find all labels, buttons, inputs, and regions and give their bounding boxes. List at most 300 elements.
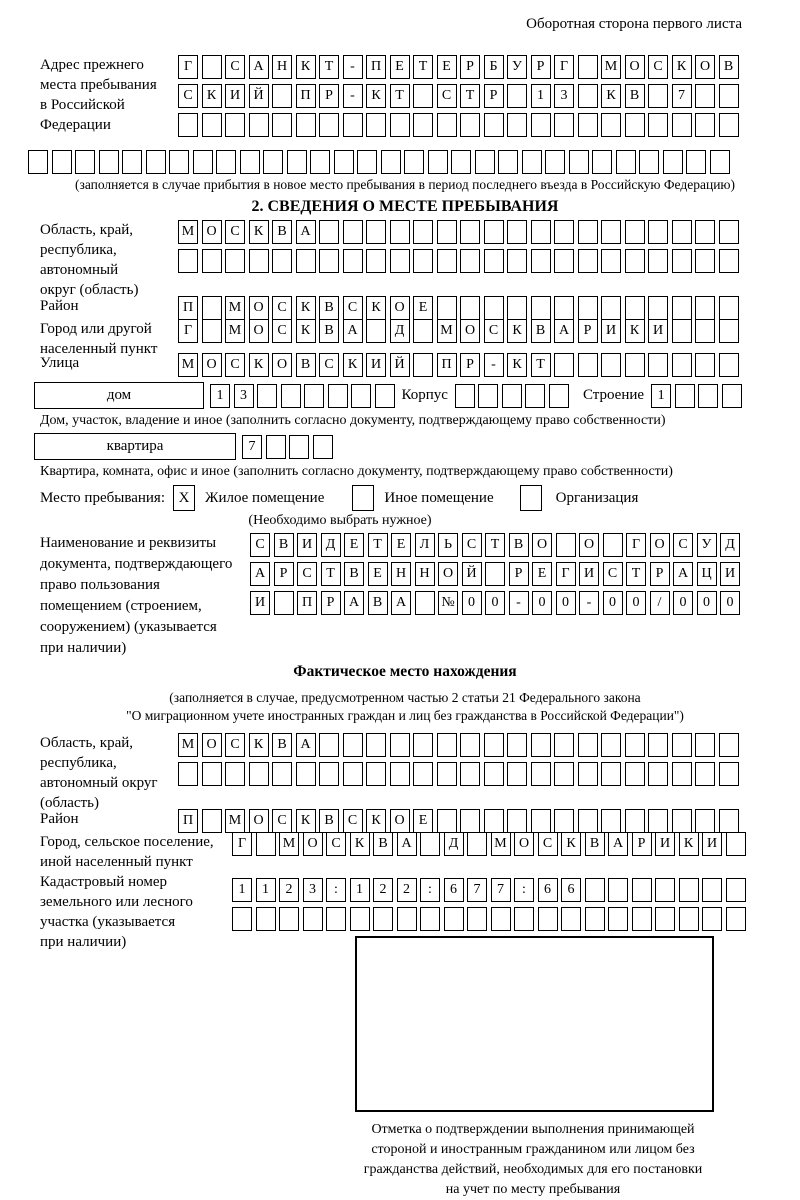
char-cell[interactable] — [460, 249, 480, 273]
char-cell[interactable] — [343, 249, 363, 273]
char-cell[interactable] — [460, 809, 480, 833]
char-cell[interactable] — [484, 733, 504, 757]
char-cell[interactable] — [695, 220, 715, 244]
char-cell[interactable]: 0 — [673, 591, 693, 615]
char-cell[interactable]: 7 — [491, 878, 511, 902]
char-cell[interactable] — [437, 809, 457, 833]
char-cell[interactable] — [585, 907, 605, 931]
char-cell[interactable]: Р — [509, 562, 529, 586]
char-cell[interactable] — [554, 353, 574, 377]
char-cell[interactable] — [319, 249, 339, 273]
char-cell[interactable] — [216, 150, 236, 174]
char-cell[interactable]: О — [579, 533, 599, 557]
char-cell[interactable]: П — [178, 296, 198, 320]
char-cell[interactable] — [538, 907, 558, 931]
char-cell[interactable] — [695, 113, 715, 137]
char-cell[interactable]: 1 — [531, 84, 551, 108]
char-cell[interactable]: Р — [578, 319, 598, 343]
char-cell[interactable]: Г — [178, 55, 198, 79]
char-cell[interactable] — [296, 113, 316, 137]
char-cell[interactable] — [698, 384, 718, 408]
char-cell[interactable] — [249, 762, 269, 786]
char-cell[interactable] — [281, 384, 301, 408]
char-cell[interactable]: О — [390, 296, 410, 320]
char-cell[interactable]: - — [579, 591, 599, 615]
char-cell[interactable]: № — [438, 591, 458, 615]
char-cell[interactable] — [556, 533, 576, 557]
char-cell[interactable] — [467, 907, 487, 931]
char-cell[interactable] — [366, 762, 386, 786]
char-cell[interactable] — [655, 907, 675, 931]
char-cell[interactable]: С — [297, 562, 317, 586]
char-cell[interactable] — [404, 150, 424, 174]
char-cell[interactable] — [672, 319, 692, 343]
char-cell[interactable]: М — [225, 809, 245, 833]
char-cell[interactable]: Л — [415, 533, 435, 557]
char-cell[interactable] — [578, 353, 598, 377]
char-cell[interactable] — [578, 220, 598, 244]
char-cell[interactable] — [437, 762, 457, 786]
char-cell[interactable]: Е — [413, 809, 433, 833]
char-cell[interactable] — [484, 296, 504, 320]
char-cell[interactable] — [601, 296, 621, 320]
char-cell[interactable] — [672, 762, 692, 786]
char-cell[interactable] — [695, 809, 715, 833]
char-cell[interactable] — [366, 113, 386, 137]
char-cell[interactable] — [390, 220, 410, 244]
char-cell[interactable]: Р — [319, 84, 339, 108]
char-cell[interactable] — [343, 220, 363, 244]
char-cell[interactable]: Е — [391, 533, 411, 557]
char-cell[interactable] — [554, 809, 574, 833]
char-cell[interactable] — [413, 733, 433, 757]
char-cell[interactable] — [554, 762, 574, 786]
char-cell[interactable]: 0 — [462, 591, 482, 615]
char-cell[interactable]: Й — [462, 562, 482, 586]
char-cell[interactable] — [625, 353, 645, 377]
char-cell[interactable] — [390, 113, 410, 137]
char-cell[interactable] — [413, 762, 433, 786]
char-cell[interactable] — [178, 762, 198, 786]
char-cell[interactable]: С — [272, 296, 292, 320]
char-cell[interactable] — [289, 435, 309, 459]
char-cell[interactable] — [672, 249, 692, 273]
char-cell[interactable] — [122, 150, 142, 174]
char-cell[interactable]: 3 — [554, 84, 574, 108]
char-cell[interactable] — [578, 762, 598, 786]
char-cell[interactable] — [225, 113, 245, 137]
char-cell[interactable]: К — [672, 55, 692, 79]
char-cell[interactable] — [491, 907, 511, 931]
char-cell[interactable] — [272, 113, 292, 137]
char-cell[interactable] — [648, 762, 668, 786]
char-cell[interactable]: 0 — [626, 591, 646, 615]
char-cell[interactable]: О — [249, 296, 269, 320]
char-cell[interactable] — [413, 353, 433, 377]
char-cell[interactable] — [257, 384, 277, 408]
char-cell[interactable] — [373, 907, 393, 931]
char-cell[interactable] — [679, 907, 699, 931]
char-cell[interactable] — [632, 907, 652, 931]
char-cell[interactable]: И — [720, 562, 740, 586]
char-cell[interactable] — [313, 435, 333, 459]
char-cell[interactable] — [625, 809, 645, 833]
char-cell[interactable]: 0 — [556, 591, 576, 615]
char-cell[interactable] — [578, 84, 598, 108]
char-cell[interactable] — [326, 907, 346, 931]
char-cell[interactable] — [578, 809, 598, 833]
char-cell[interactable] — [460, 296, 480, 320]
char-cell[interactable] — [719, 809, 739, 833]
char-cell[interactable] — [625, 733, 645, 757]
char-cell[interactable]: Д — [720, 533, 740, 557]
char-cell[interactable] — [554, 296, 574, 320]
char-cell[interactable] — [531, 762, 551, 786]
char-cell[interactable] — [625, 296, 645, 320]
char-cell[interactable]: С — [250, 533, 270, 557]
char-cell[interactable]: 1 — [651, 384, 671, 408]
char-cell[interactable]: И — [702, 832, 722, 856]
char-cell[interactable]: М — [225, 319, 245, 343]
char-cell[interactable] — [672, 353, 692, 377]
char-cell[interactable] — [498, 150, 518, 174]
char-cell[interactable] — [726, 832, 746, 856]
char-cell[interactable]: С — [673, 533, 693, 557]
char-cell[interactable] — [554, 113, 574, 137]
char-cell[interactable]: С — [462, 533, 482, 557]
char-cell[interactable] — [413, 113, 433, 137]
char-cell[interactable] — [672, 296, 692, 320]
char-cell[interactable]: И — [366, 353, 386, 377]
char-cell[interactable] — [202, 113, 222, 137]
stay-type-checkbox-residential[interactable]: X — [173, 485, 195, 511]
char-cell[interactable]: С — [648, 55, 668, 79]
char-cell[interactable] — [357, 150, 377, 174]
char-cell[interactable]: 6 — [538, 878, 558, 902]
char-cell[interactable] — [272, 84, 292, 108]
char-cell[interactable]: Д — [390, 319, 410, 343]
char-cell[interactable]: - — [343, 84, 363, 108]
char-cell[interactable]: / — [650, 591, 670, 615]
char-cell[interactable] — [601, 249, 621, 273]
char-cell[interactable] — [672, 809, 692, 833]
char-cell[interactable] — [232, 907, 252, 931]
char-cell[interactable]: Н — [272, 55, 292, 79]
char-cell[interactable] — [632, 878, 652, 902]
char-cell[interactable]: В — [272, 220, 292, 244]
char-cell[interactable] — [578, 733, 598, 757]
char-cell[interactable]: И — [648, 319, 668, 343]
char-cell[interactable]: В — [373, 832, 393, 856]
char-cell[interactable]: Р — [321, 591, 341, 615]
char-cell[interactable]: 1 — [210, 384, 230, 408]
char-cell[interactable] — [722, 384, 742, 408]
char-cell[interactable]: - — [484, 353, 504, 377]
char-cell[interactable]: В — [344, 562, 364, 586]
char-cell[interactable]: С — [484, 319, 504, 343]
char-cell[interactable]: С — [437, 84, 457, 108]
char-cell[interactable]: 3 — [234, 384, 254, 408]
char-cell[interactable]: Р — [460, 55, 480, 79]
char-cell[interactable]: 7 — [672, 84, 692, 108]
char-cell[interactable] — [601, 762, 621, 786]
char-cell[interactable]: С — [343, 809, 363, 833]
char-cell[interactable] — [484, 220, 504, 244]
char-cell[interactable]: М — [437, 319, 457, 343]
char-cell[interactable]: 1 — [350, 878, 370, 902]
char-cell[interactable] — [304, 384, 324, 408]
char-cell[interactable] — [648, 84, 668, 108]
char-cell[interactable] — [437, 296, 457, 320]
char-cell[interactable] — [351, 384, 371, 408]
char-cell[interactable] — [467, 832, 487, 856]
char-cell[interactable] — [334, 150, 354, 174]
char-cell[interactable] — [444, 907, 464, 931]
char-cell[interactable]: Т — [319, 55, 339, 79]
char-cell[interactable]: Т — [321, 562, 341, 586]
char-cell[interactable] — [460, 220, 480, 244]
char-cell[interactable]: О — [249, 809, 269, 833]
char-cell[interactable]: К — [249, 733, 269, 757]
char-cell[interactable]: О — [650, 533, 670, 557]
char-cell[interactable]: П — [296, 84, 316, 108]
char-cell[interactable] — [639, 150, 659, 174]
char-cell[interactable]: Г — [556, 562, 576, 586]
char-cell[interactable]: И — [655, 832, 675, 856]
char-cell[interactable] — [381, 150, 401, 174]
char-cell[interactable] — [310, 150, 330, 174]
char-cell[interactable] — [319, 762, 339, 786]
char-cell[interactable] — [695, 84, 715, 108]
char-cell[interactable] — [350, 907, 370, 931]
char-cell[interactable] — [287, 150, 307, 174]
char-cell[interactable] — [719, 762, 739, 786]
char-cell[interactable] — [554, 733, 574, 757]
char-cell[interactable]: В — [719, 55, 739, 79]
char-cell[interactable]: В — [272, 733, 292, 757]
char-cell[interactable] — [437, 113, 457, 137]
char-cell[interactable] — [507, 809, 527, 833]
char-cell[interactable]: П — [178, 809, 198, 833]
char-cell[interactable] — [522, 150, 542, 174]
char-cell[interactable] — [710, 150, 730, 174]
char-cell[interactable]: О — [532, 533, 552, 557]
char-cell[interactable]: О — [202, 220, 222, 244]
char-cell[interactable] — [296, 762, 316, 786]
char-cell[interactable] — [675, 384, 695, 408]
char-cell[interactable]: У — [697, 533, 717, 557]
char-cell[interactable]: К — [249, 220, 269, 244]
char-cell[interactable] — [146, 150, 166, 174]
char-cell[interactable]: М — [178, 220, 198, 244]
char-cell[interactable] — [366, 319, 386, 343]
char-cell[interactable] — [249, 113, 269, 137]
char-cell[interactable] — [531, 220, 551, 244]
char-cell[interactable] — [531, 113, 551, 137]
char-cell[interactable] — [608, 878, 628, 902]
char-cell[interactable]: С — [538, 832, 558, 856]
char-cell[interactable]: А — [673, 562, 693, 586]
char-cell[interactable] — [672, 113, 692, 137]
char-cell[interactable] — [343, 113, 363, 137]
char-cell[interactable] — [428, 150, 448, 174]
char-cell[interactable] — [263, 150, 283, 174]
char-cell[interactable] — [695, 762, 715, 786]
char-cell[interactable] — [202, 809, 222, 833]
char-cell[interactable] — [202, 319, 222, 343]
char-cell[interactable] — [256, 907, 276, 931]
char-cell[interactable]: 2 — [373, 878, 393, 902]
char-cell[interactable]: Ь — [438, 533, 458, 557]
char-cell[interactable]: Т — [368, 533, 388, 557]
char-cell[interactable]: А — [554, 319, 574, 343]
char-cell[interactable] — [525, 384, 545, 408]
char-cell[interactable] — [569, 150, 589, 174]
char-cell[interactable] — [648, 296, 668, 320]
char-cell[interactable]: П — [366, 55, 386, 79]
char-cell[interactable]: Т — [413, 55, 433, 79]
char-cell[interactable]: 7 — [467, 878, 487, 902]
char-cell[interactable] — [319, 220, 339, 244]
char-cell[interactable]: С — [319, 353, 339, 377]
char-cell[interactable] — [256, 832, 276, 856]
char-cell[interactable]: М — [491, 832, 511, 856]
char-cell[interactable]: 6 — [561, 878, 581, 902]
char-cell[interactable]: К — [625, 319, 645, 343]
char-cell[interactable]: Е — [344, 533, 364, 557]
char-cell[interactable]: В — [509, 533, 529, 557]
char-cell[interactable] — [726, 907, 746, 931]
char-cell[interactable] — [648, 809, 668, 833]
char-cell[interactable] — [75, 150, 95, 174]
char-cell[interactable]: Б — [484, 55, 504, 79]
char-cell[interactable]: С — [178, 84, 198, 108]
char-cell[interactable] — [225, 249, 245, 273]
char-cell[interactable]: К — [343, 353, 363, 377]
char-cell[interactable] — [625, 220, 645, 244]
char-cell[interactable]: С — [272, 319, 292, 343]
char-cell[interactable] — [390, 762, 410, 786]
char-cell[interactable]: Р — [460, 353, 480, 377]
char-cell[interactable]: : — [514, 878, 534, 902]
char-cell[interactable] — [648, 353, 668, 377]
char-cell[interactable]: 3 — [303, 878, 323, 902]
char-cell[interactable]: С — [225, 353, 245, 377]
char-cell[interactable]: К — [507, 353, 527, 377]
char-cell[interactable]: О — [695, 55, 715, 79]
char-cell[interactable]: К — [296, 296, 316, 320]
char-cell[interactable]: 1 — [256, 878, 276, 902]
char-cell[interactable] — [648, 220, 668, 244]
char-cell[interactable] — [413, 319, 433, 343]
char-cell[interactable]: О — [202, 733, 222, 757]
char-cell[interactable]: К — [679, 832, 699, 856]
char-cell[interactable]: А — [296, 733, 316, 757]
char-cell[interactable] — [178, 113, 198, 137]
char-cell[interactable]: М — [601, 55, 621, 79]
char-cell[interactable] — [319, 113, 339, 137]
char-cell[interactable]: Е — [368, 562, 388, 586]
char-cell[interactable]: Т — [390, 84, 410, 108]
char-cell[interactable] — [272, 249, 292, 273]
char-cell[interactable] — [561, 907, 581, 931]
stay-type-checkbox-other[interactable] — [352, 485, 374, 511]
char-cell[interactable] — [415, 591, 435, 615]
char-cell[interactable] — [531, 809, 551, 833]
char-cell[interactable]: 6 — [444, 878, 464, 902]
char-cell[interactable]: К — [296, 319, 316, 343]
char-cell[interactable] — [437, 249, 457, 273]
char-cell[interactable]: В — [585, 832, 605, 856]
char-cell[interactable]: Д — [321, 533, 341, 557]
char-cell[interactable] — [202, 249, 222, 273]
char-cell[interactable] — [702, 907, 722, 931]
char-cell[interactable]: А — [249, 55, 269, 79]
char-cell[interactable]: М — [225, 296, 245, 320]
char-cell[interactable] — [390, 249, 410, 273]
char-cell[interactable] — [702, 878, 722, 902]
char-cell[interactable] — [601, 733, 621, 757]
char-cell[interactable]: 1 — [232, 878, 252, 902]
char-cell[interactable] — [554, 249, 574, 273]
char-cell[interactable]: С — [225, 220, 245, 244]
char-cell[interactable] — [366, 220, 386, 244]
char-cell[interactable] — [475, 150, 495, 174]
char-cell[interactable]: Д — [444, 832, 464, 856]
char-cell[interactable] — [625, 249, 645, 273]
char-cell[interactable]: И — [297, 533, 317, 557]
char-cell[interactable]: Т — [531, 353, 551, 377]
char-cell[interactable] — [578, 113, 598, 137]
char-cell[interactable]: А — [296, 220, 316, 244]
char-cell[interactable] — [366, 249, 386, 273]
char-cell[interactable] — [484, 249, 504, 273]
char-cell[interactable] — [249, 249, 269, 273]
char-cell[interactable]: 2 — [397, 878, 417, 902]
char-cell[interactable]: К — [366, 84, 386, 108]
char-cell[interactable] — [437, 733, 457, 757]
char-cell[interactable] — [648, 113, 668, 137]
char-cell[interactable]: Т — [460, 84, 480, 108]
char-cell[interactable]: В — [368, 591, 388, 615]
char-cell[interactable] — [478, 384, 498, 408]
char-cell[interactable] — [319, 733, 339, 757]
char-cell[interactable] — [507, 113, 527, 137]
char-cell[interactable] — [507, 84, 527, 108]
char-cell[interactable] — [390, 733, 410, 757]
char-cell[interactable]: К — [202, 84, 222, 108]
char-cell[interactable] — [719, 84, 739, 108]
char-cell[interactable]: : — [326, 878, 346, 902]
char-cell[interactable] — [601, 809, 621, 833]
char-cell[interactable]: Е — [437, 55, 457, 79]
char-cell[interactable] — [328, 384, 348, 408]
char-cell[interactable]: Г — [554, 55, 574, 79]
char-cell[interactable] — [686, 150, 706, 174]
char-cell[interactable] — [578, 55, 598, 79]
char-cell[interactable] — [507, 296, 527, 320]
char-cell[interactable] — [655, 878, 675, 902]
char-cell[interactable]: П — [297, 591, 317, 615]
char-cell[interactable] — [603, 533, 623, 557]
char-cell[interactable] — [343, 733, 363, 757]
char-cell[interactable] — [531, 249, 551, 273]
char-cell[interactable]: О — [272, 353, 292, 377]
char-cell[interactable] — [52, 150, 72, 174]
char-cell[interactable]: М — [178, 733, 198, 757]
char-cell[interactable]: К — [366, 296, 386, 320]
char-cell[interactable]: О — [390, 809, 410, 833]
